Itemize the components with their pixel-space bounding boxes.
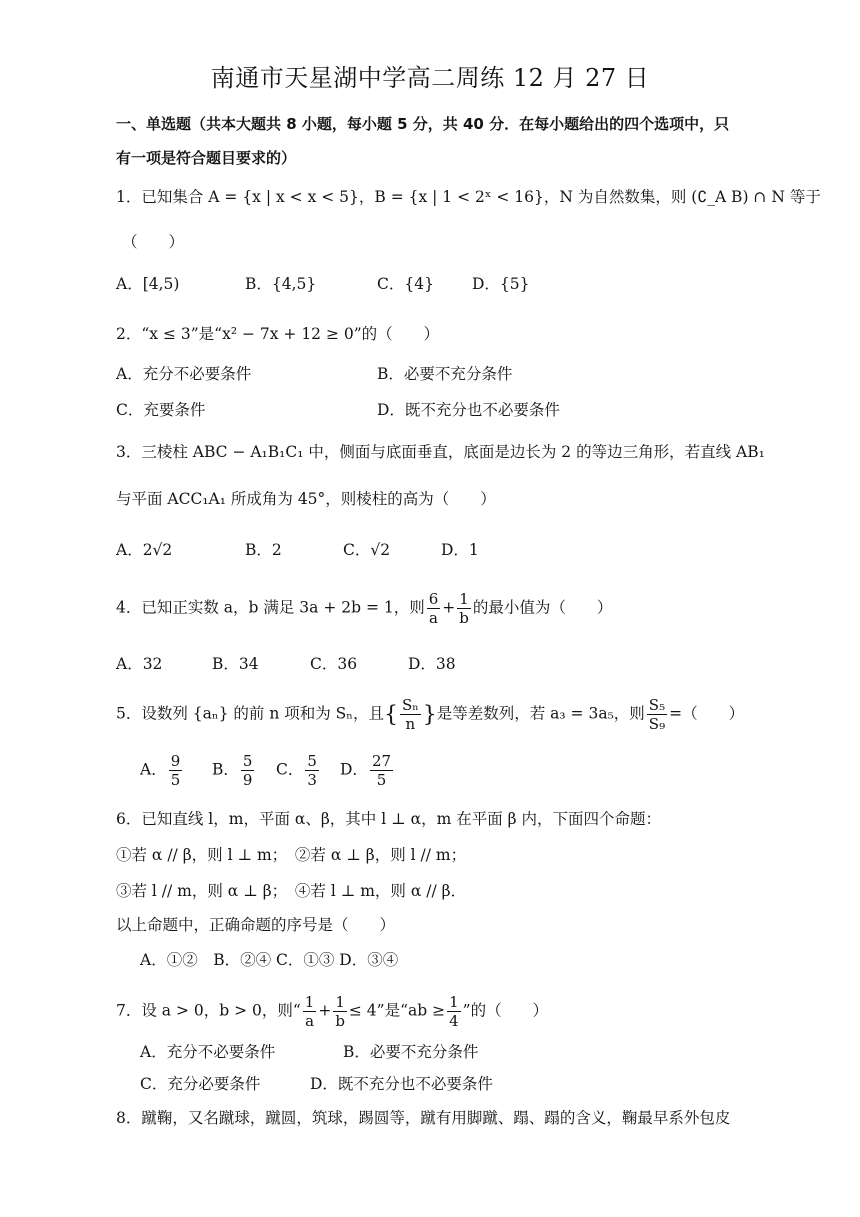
question-4-option-d: D．38 bbox=[408, 655, 456, 673]
question-6-stem-line4: 以上命题中，正确命题的序号是（ ） bbox=[116, 916, 396, 934]
question-4-suffix: 的最小值为（ ） bbox=[472, 598, 613, 617]
section-instructions-line2: 有一项是符合题目要求的） bbox=[116, 149, 297, 167]
question-5-prefix: 5．设数列 {aₙ} 的前 n 项和为 Sₙ，且 bbox=[116, 704, 384, 723]
question-5-option-c: C． $\frac{5}{3}$ bbox=[276, 752, 317, 789]
fraction-1-over-b: $\frac{1}{b}$ bbox=[335, 993, 345, 1030]
section-instructions-line1: 一、单选题（共本大题共 8 小题，每小题 5 分，共 40 分．在每小题给出的四个选项中，只 bbox=[116, 115, 730, 133]
question-4-option-b: B．34 bbox=[212, 655, 259, 673]
question-3-option-b: B．2 bbox=[245, 541, 282, 559]
question-1-option-a: A．[4,5) bbox=[116, 275, 180, 293]
question-4-stem bbox=[116, 590, 790, 627]
fraction-1-over-a: $\frac{1}{a}$ bbox=[304, 993, 315, 1030]
question-7-middle: ≤ 4”是“ab ≥ bbox=[348, 1001, 446, 1020]
question-7-option-c: C．充分必要条件 bbox=[140, 1075, 261, 1093]
plus-sign: + bbox=[318, 1001, 332, 1020]
question-3-option-d: D．1 bbox=[441, 541, 479, 559]
question-5-suffix: =（ ） bbox=[669, 704, 745, 723]
question-7-suffix: ”的（ ） bbox=[462, 1001, 549, 1020]
question-4-option-a: A．32 bbox=[116, 655, 163, 673]
fraction-1-over-4: $\frac{1}{4}$ bbox=[449, 993, 459, 1030]
question-6-stem-line3: ③若 l // m，则 α ⊥ β； ④若 l ⊥ m，则 α // β． bbox=[116, 882, 467, 900]
question-2-stem: 2．“x ≤ 3”是“x² − 7x + 12 ≥ 0”的（ ） bbox=[116, 325, 440, 343]
question-1-option-c: C．{4} bbox=[377, 275, 434, 293]
question-2-option-a: A．充分不必要条件 bbox=[116, 365, 252, 383]
question-6-stem-line1: 6．已知直线 l，m，平面 α、β，其中 l ⊥ α，m 在平面 β 内，下面四个命题： bbox=[116, 810, 662, 828]
question-5-option-b: B． $\frac{5}{9}$ bbox=[212, 752, 253, 789]
question-6-options: A．①② B．②④ C．①③ D．③④ bbox=[140, 951, 399, 969]
question-8-stem-line1: 8．蹴鞠，又名蹴球，蹴圆，筑球，踢圆等，蹴有用脚蹴、蹋、蹋的含义，鞠最早系外包皮 bbox=[116, 1109, 731, 1127]
question-1-option-d: D．{5} bbox=[472, 275, 530, 293]
question-3-stem-line2: 与平面 ACC₁A₁ 所成角为 45°，则棱柱的高为（ ） bbox=[116, 490, 496, 508]
question-7-stem bbox=[116, 993, 790, 1030]
question-7-prefix: 7．设 a > 0，b > 0，则“ bbox=[116, 1001, 301, 1020]
question-4-option-c: C．36 bbox=[310, 655, 358, 673]
question-7-option-a: A．充分不必要条件 bbox=[140, 1043, 276, 1061]
fraction-s5-over-s9: $\frac{\text{S₅}}{\text{S₉}}$ bbox=[648, 696, 666, 733]
question-3-option-c: C．√2 bbox=[343, 541, 391, 559]
question-7-option-b: B．必要不充分条件 bbox=[343, 1043, 479, 1061]
question-4-prefix: 4．已知正实数 a，b 满足 3a + 2b = 1，则 bbox=[116, 598, 425, 617]
question-3-option-a: A．2√2 bbox=[116, 541, 173, 559]
question-6-stem-line2: ①若 α // β，则 l ⊥ m； ②若 α ⊥ β，则 l // m； bbox=[116, 846, 467, 864]
right-brace: } bbox=[422, 702, 437, 728]
fraction-sn-over-n: $\frac{\text{Sₙ}}{n}$ bbox=[401, 696, 419, 733]
question-1-stem: 1．已知集合 A = {x | x < x < 5}，B = {x | 1 < 2ˣ < 16}，N 为自然数集，则 (∁_A B) ∩ N 等于 bbox=[116, 188, 821, 206]
fraction-6-over-a: $\frac{6}{a}$ bbox=[428, 590, 439, 627]
page-title: 南通市天星湖中学高二周练 12 月 27 日 bbox=[210, 64, 650, 92]
question-5-stem bbox=[116, 696, 790, 733]
question-5-option-d: D． $\frac{27}{5}$ bbox=[340, 752, 392, 789]
question-1-paren: （ ） bbox=[122, 233, 185, 251]
question-1-option-b: B．{4,5} bbox=[245, 275, 317, 293]
left-brace: { bbox=[383, 702, 398, 728]
question-7-option-d: D．既不充分也不必要条件 bbox=[310, 1075, 493, 1093]
question-5-option-a: A． $\frac{9}{5}$ bbox=[140, 752, 181, 789]
plus-sign: + bbox=[442, 598, 456, 617]
question-5-middle: 是等差数列，若 a₃ = 3a₅，则 bbox=[436, 704, 645, 723]
fraction-1-over-b: $\frac{1}{b}$ bbox=[459, 590, 469, 627]
question-2-option-c: C．充要条件 bbox=[116, 401, 206, 419]
question-2-option-d: D．既不充分也不必要条件 bbox=[377, 401, 560, 419]
question-3-stem-line1: 3．三棱柱 ABC − A₁B₁C₁ 中，侧面与底面垂直，底面是边长为 2 的等边三角形，若直线 AB₁ bbox=[116, 443, 765, 461]
question-2-option-b: B．必要不充分条件 bbox=[377, 365, 513, 383]
